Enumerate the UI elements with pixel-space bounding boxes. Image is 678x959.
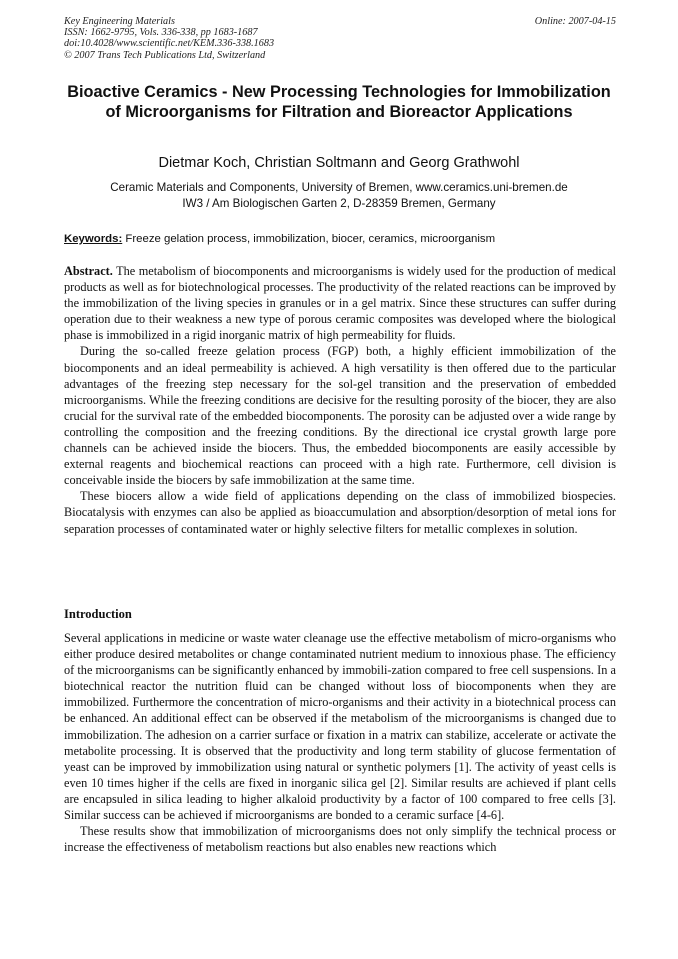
introduction-section bbox=[64, 630, 616, 855]
issn-line: ISSN: 1662-9795, Vols. 336-338, pp 1683-1687 bbox=[64, 27, 258, 39]
journal-header bbox=[64, 16, 616, 61]
paper-title: Bioactive Ceramics - New Processing Technologies for Immobilization of Microorganisms for Filtration and Bioreactor Applications bbox=[67, 83, 611, 121]
journal-name: Key Engineering Materials bbox=[64, 16, 175, 27]
section-heading-introduction: Introduction bbox=[64, 607, 132, 621]
doi-line: doi:10.4028/www.scientific.net/KEM.336-338.1683 bbox=[64, 38, 275, 50]
abstract-label: Abstract. bbox=[64, 264, 113, 278]
author-list: Dietmar Koch, Christian Soltmann and Georg Grathwohl bbox=[158, 155, 520, 171]
affiliation-line-1: Ceramic Materials and Components, University of Bremen, www.ceramics.uni-bremen.de bbox=[110, 181, 568, 194]
intro-paragraph-1: Several applications in medicine or waste water cleanage use the effective metabolism of micro-organisms who either produce desired metabolites or change contaminated nutrient medium to innoxious phase. The efficiency of the microorganisms can be significantly enhanced by immobili-zation compared to free cell suspensions. In a biotechnical reactor the nutrition fluid can be changed without loss of biocomponents when they are immobilized. Furthermore the concentration of micro-organisms and their activity in a biotechnical process can be enhanced. An additional effect can be observed if the metabolism of the microorganisms is changed due to immobilization. The adhesion on a carrier surface or fixation in a matrix can stabilize, accelerate or activate the metabolite processing. It is observed that the productivity and long term stability of glucose fermentation of yeast can be improved by immobilization using natural or synthetic polymers [1]. The activity of yeast cells is even 10 times higher if the cells are fixed in inorganic silica gel [2]. Similar results are achieved if plant cells are encapsuled in silica leading to higher alkaloid productivity by a factor of 100 compared to free cells [3]. Similar success can be achieved if microorganisms are bonded to a ceramic surface [4-6]. bbox=[64, 631, 616, 823]
abstract-paragraph-1 bbox=[64, 263, 616, 343]
abstract-paragraph-2: During the so-called freeze gelation process (FGP) both, a highly efficient immobilization of the biocomponents and an ideal permeability is achieved. A high versatility is then offered due to the particular advantages of the freezing step necessary for the sol-gel transition and the preservation of embedded microorganisms. While the freezing conditions are decisive for the resulting porosity of the biocer, they are also crucial for the survival rate of the embedded biocomponents. The porosity can be adjusted over a wide range by controlling the composition and the freezing conditions. By the directional ice crystal growth large pore channels can be achieved inside the biocers. Thus, the embedded biocomponents are easily accessible by external reagents and biochemical reactions can proceed with a high rate. Furthermore, cell division is conceivable inside the biocers by safe immobilization at the same time. bbox=[64, 344, 616, 488]
abstract-paragraph-3: These biocers allow a wide field of applications depending on the class of immobilized biospecies. Biocatalysis with enzymes can also be applied as bioaccumulation and absorption/desorption of metal ions for separation processes of contaminated water or highly selective filters for metallic complexes in solution. bbox=[64, 489, 616, 536]
abstract-p1-text: The metabolism of biocomponents and microorganisms is widely used for the production of medical products as well as for biotechnological processes. The productivity of the related reactions can be improved by the immobilization of the living species in granules or in a gel matrix. Since these structures can suffer during operation due to their weakness a new type of porous ceramic composites was developed where the biological phase is immobilized in a rigid inorganic matrix of high permeability for fluids. bbox=[64, 264, 616, 343]
keywords-text: Freeze gelation process, immobilization, biocer, ceramics, microorganism bbox=[122, 233, 496, 245]
copyright-line: © 2007 Trans Tech Publications Ltd, Switzerland bbox=[64, 49, 266, 61]
intro-paragraph-2: These results show that immobilization of microorganisms does not only simplify the technical process or increase the effectiveness of metabolism reactions but also enables new reactions which bbox=[64, 824, 616, 855]
affiliation-line-2: IW3 / Am Biologischen Garten 2, D-28359 Bremen, Germany bbox=[182, 196, 496, 210]
abstract-section bbox=[64, 263, 616, 537]
online-date: Online: 2007-04-15 bbox=[534, 16, 616, 27]
affiliation bbox=[60, 180, 618, 211]
keywords-line bbox=[64, 232, 616, 246]
keywords-label: Keywords: bbox=[64, 233, 123, 245]
